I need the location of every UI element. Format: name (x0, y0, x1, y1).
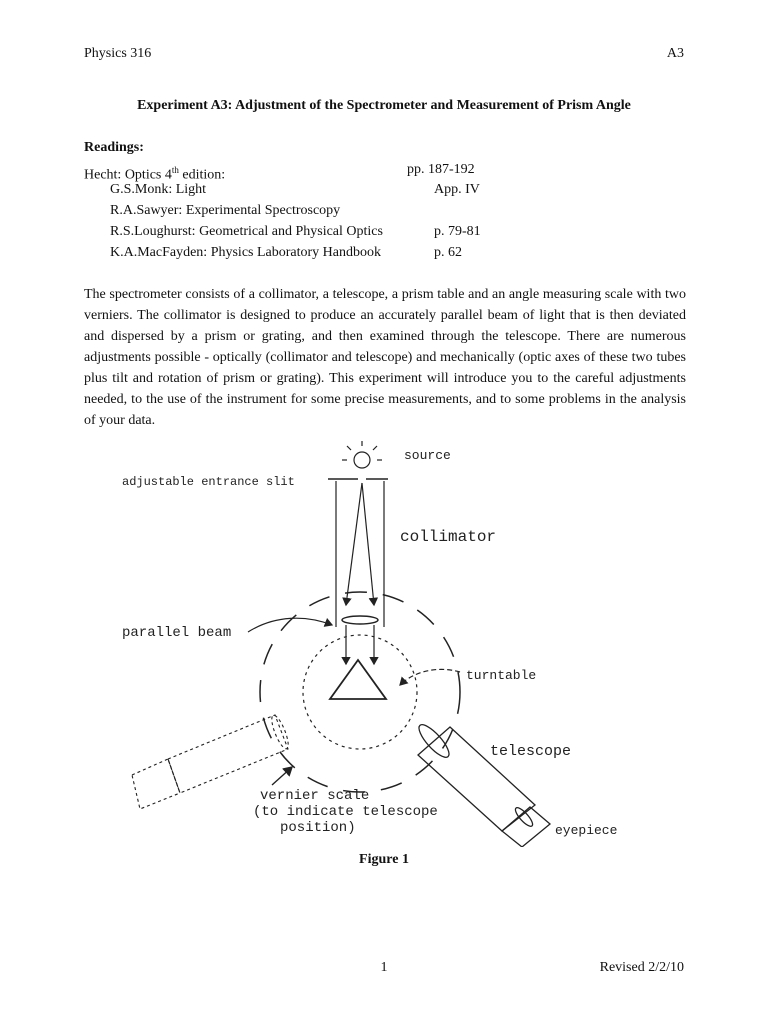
readings-heading: Readings: (84, 140, 144, 155)
turntable-circle (303, 635, 417, 749)
figure-caption: Figure 1 (359, 852, 409, 867)
reading-title: G.S.Monk: Light (110, 182, 207, 197)
header-course: Physics 316 (84, 46, 152, 61)
reading-pages: App. IV (434, 182, 480, 197)
reading-superscript: th (171, 165, 179, 175)
reading-title: R.S.Loughurst: Geometrical and Physical Optics (110, 224, 383, 239)
reading-pages: p. 79-81 (434, 224, 481, 239)
label-vernier-position: position) (280, 820, 356, 836)
label-telescope: telescope (490, 743, 572, 760)
label-collimator: collimator (400, 528, 497, 546)
label-eyepiece: eyepiece (555, 823, 618, 838)
reading-pages: pp. 187-192 (407, 162, 475, 177)
collimator-tube (336, 481, 384, 664)
prism-triangle (330, 660, 386, 699)
label-vernier-detail: (to indicate telescope (253, 804, 438, 820)
label-vernier-scale: vernier scale (260, 788, 370, 804)
vernier-circle (260, 592, 460, 792)
vernier-arrow (272, 767, 292, 785)
reading-title: K.A.MacFayden: Physics Laboratory Handbook (110, 245, 382, 260)
intro-paragraph: The spectrometer consists of a collimator, a telescope, a prism table and an angle measuring scale with two verniers. The collimator is designed to produce an accurately parallel beam of light that is then deviated and dispersed by a prism or grating, and then examined through the telescope. There are numerous adjustments possible - optically (collimator and telescope) and mechanically (optic axes of these two tubes plus tilt and rotation of prism or grating). This experiment will introduce you to the careful adjustments needed, to the use of the instrument for some precise measurements, and to some problems in the analysis of your data. (84, 287, 686, 428)
page-number: 1 (380, 960, 388, 975)
page-title: Experiment A3: Adjustment of the Spectrometer and Measurement of Prism Angle (137, 98, 631, 113)
revision-date: Revised 2/2/10 (599, 960, 684, 975)
label-source: source (404, 448, 451, 463)
reading-pages: p. 62 (434, 245, 462, 260)
label-entrance-slit: adjustable entrance slit (122, 475, 295, 489)
header-experiment-code: A3 (666, 46, 684, 61)
reading-title: R.A.Sawyer: Experimental Spectroscopy (110, 203, 341, 218)
light-source-icon (342, 441, 382, 468)
telescope-tube (415, 721, 550, 847)
turntable-arrow (400, 669, 460, 685)
label-turntable: turntable (466, 668, 537, 683)
spectrometer-diagram (110, 437, 670, 847)
label-parallel-beam: parallel beam (122, 625, 232, 641)
reading-title: Hecht: Optics 4 (84, 167, 172, 183)
reading-title-suffix: edition: (178, 167, 226, 183)
